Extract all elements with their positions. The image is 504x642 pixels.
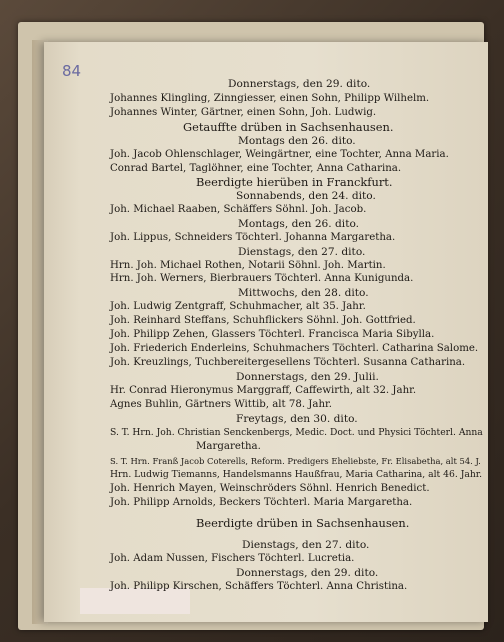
record-line: Agnes Buhlin, Gärtners Wittib, alt 78. Jahr. xyxy=(110,399,333,410)
record-line: Johannes Klingling, Zinngiesser, einen Sohn, Philipp Wilhelm. xyxy=(110,93,430,104)
record-line: Johannes Winter, Gärtner, einen Sohn, Joh. Ludwig. xyxy=(110,107,377,118)
record-line: Hrn. Joh. Werners, Bierbrauers Töchterl. Anna Kunigunda. xyxy=(110,273,414,284)
record-line: Conrad Bartel, Taglöhner, eine Tochter, Anna Catharina. xyxy=(110,163,402,174)
record-line: Joh. Adam Nussen, Fischers Töchterl. Lucretia. xyxy=(110,553,355,564)
record-line: Joh. Friederich Enderleins, Schuhmachers Töchterl. Catharina Salome. xyxy=(110,343,479,354)
record-line: Joh. Henrich Mayen, Weinschröders Söhnl. Henrich Benedict. xyxy=(110,483,430,494)
date-heading: Sonnabends, den 24. dito. xyxy=(236,190,376,202)
record-line: Hrn. Ludwig Tiemanns, Handelsmanns Haußfrau, Maria Catharina, alt 46. Jahr. xyxy=(110,469,483,480)
date-heading: Freytags, den 30. dito. xyxy=(236,413,358,425)
date-heading: Mittwochs, den 28. dito. xyxy=(238,287,369,299)
record-line: Joh. Reinhard Steffans, Schuhflickers Söhnl. Joh. Gottfried. xyxy=(110,315,416,326)
record-line: S. T. Hrn. Joh. Christian Senckenbergs, Medic. Doct. und Physici Töchterl. Anna xyxy=(110,427,483,438)
record-line: Joh. Ludwig Zentgraff, Schuhmacher, alt 35. Jahr. xyxy=(110,301,366,312)
record-line: Hr. Conrad Hieronymus Marggraff, Caffewirth, alt 32. Jahr. xyxy=(110,385,417,396)
date-heading: Montags, den 26. dito. xyxy=(238,218,360,230)
page-number: 84 xyxy=(62,62,82,80)
record-line: Joh. Kreuzlings, Tuchbereitergesellens Töchterl. Susanna Catharina. xyxy=(110,357,466,368)
record-line: Hrn. Joh. Michael Rothen, Notarii Söhnl. Joh. Martin. xyxy=(110,260,386,271)
record-line: Joh. Jacob Ohlenschlager, Weingärtner, eine Tochter, Anna Maria. xyxy=(110,149,449,160)
record-line: Joh. Philipp Kirschen, Schäffers Töchterl. Anna Christina. xyxy=(110,581,408,592)
date-heading: Donnerstags, den 29. dito. xyxy=(228,78,371,90)
section-heading: Beerdigte hierüben in Franckfurt. xyxy=(196,175,393,189)
record-line: Joh. Lippus, Schneiders Töchterl. Johanna Margaretha. xyxy=(110,232,396,243)
date-heading: Dienstags, den 27. dito. xyxy=(238,246,366,258)
date-heading: Donnerstags, den 29. Julii. xyxy=(236,371,379,383)
date-heading: Donnerstags, den 29. dito. xyxy=(236,567,379,579)
record-line: S. T. Hrn. Franß Jacob Coterells, Reform. Predigers Eheliebste, Fr. Elisabetha, alt 54. J. xyxy=(110,456,481,466)
record-line: Joh. Michael Raaben, Schäffers Söhnl. Joh. Jacob. xyxy=(110,204,367,215)
date-heading: Montags den 26. dito. xyxy=(238,135,356,147)
record-line-continuation: Margaretha. xyxy=(196,441,261,452)
record-line: Joh. Philipp Arnolds, Beckers Töchterl. Maria Margaretha. xyxy=(110,497,413,508)
record-line: Joh. Philipp Zehen, Glassers Töchterl. Francisca Maria Sibylla. xyxy=(110,329,435,340)
section-heading: Beerdigte drüben in Sachsenhausen. xyxy=(196,516,410,530)
date-heading: Dienstags, den 27. dito. xyxy=(242,539,370,551)
section-heading: Getauffte drüben in Sachsenhausen. xyxy=(183,120,394,134)
